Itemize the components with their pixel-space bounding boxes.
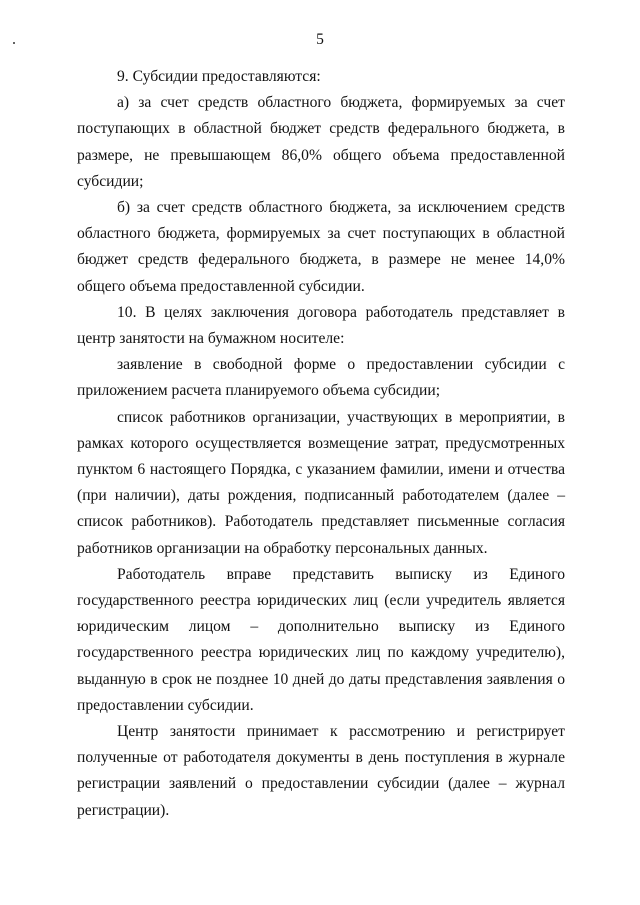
paragraph-10: 10. В целях заключения договора работодатель представляет в центр занятости на бумажном носителе: — [77, 303, 565, 348]
paragraph-9b: б) за счет средств областного бюджета, за исключением средств областного бюджета, формируемых за счет поступающих в областной бюджет средств федерального бюджета, в размере не менее 14,0% общего объема предоставленной субсидии. — [77, 199, 565, 295]
page-number: 5 — [316, 31, 324, 48]
paragraph-employment-center: Центр занятости принимает к рассмотрению и регистрирует полученные от работодателя документы в день поступления в журнале регистрации заявлений о предоставлении субсидии (далее – журнал регистрации). — [77, 723, 565, 819]
paragraph-registry-extract: Работодатель вправе представить выписку из Единого государственного реестра юридических лиц (если учредитель является юридическим лицом – дополнительно выписку из Единого государственного реестра юридических лиц по каждому учредителю), выданную в срок не позднее 10 дней до даты представления заявления о предоставлении субсидии. — [77, 565, 565, 714]
document-body — [77, 64, 565, 824]
paragraph-employee-list: список работников организации, участвующих в мероприятии, в рамках которого осуществляется возмещение затрат, предусмотренных пунктом 6 настоящего Порядка, с указанием фамилии, имени и отчества (при наличии), даты рождения, подписанный работодателем (далее – список работников). Работодатель представляет письменные согласия работников организации на обработку персональных данных. — [77, 408, 565, 557]
paragraph-application: заявление в свободной форме о предоставлении субсидии с приложением расчета планируемого объема субсидии; — [77, 356, 565, 400]
paragraph-9: 9. Субсидии предоставляются: — [117, 68, 321, 85]
paragraph-9a: а) за счет средств областного бюджета, формируемых за счет поступающих в областной бюджет средств федерального бюджета, в размере, не превышающем 86,0% общего объема предоставленной субсидии; — [77, 94, 565, 190]
